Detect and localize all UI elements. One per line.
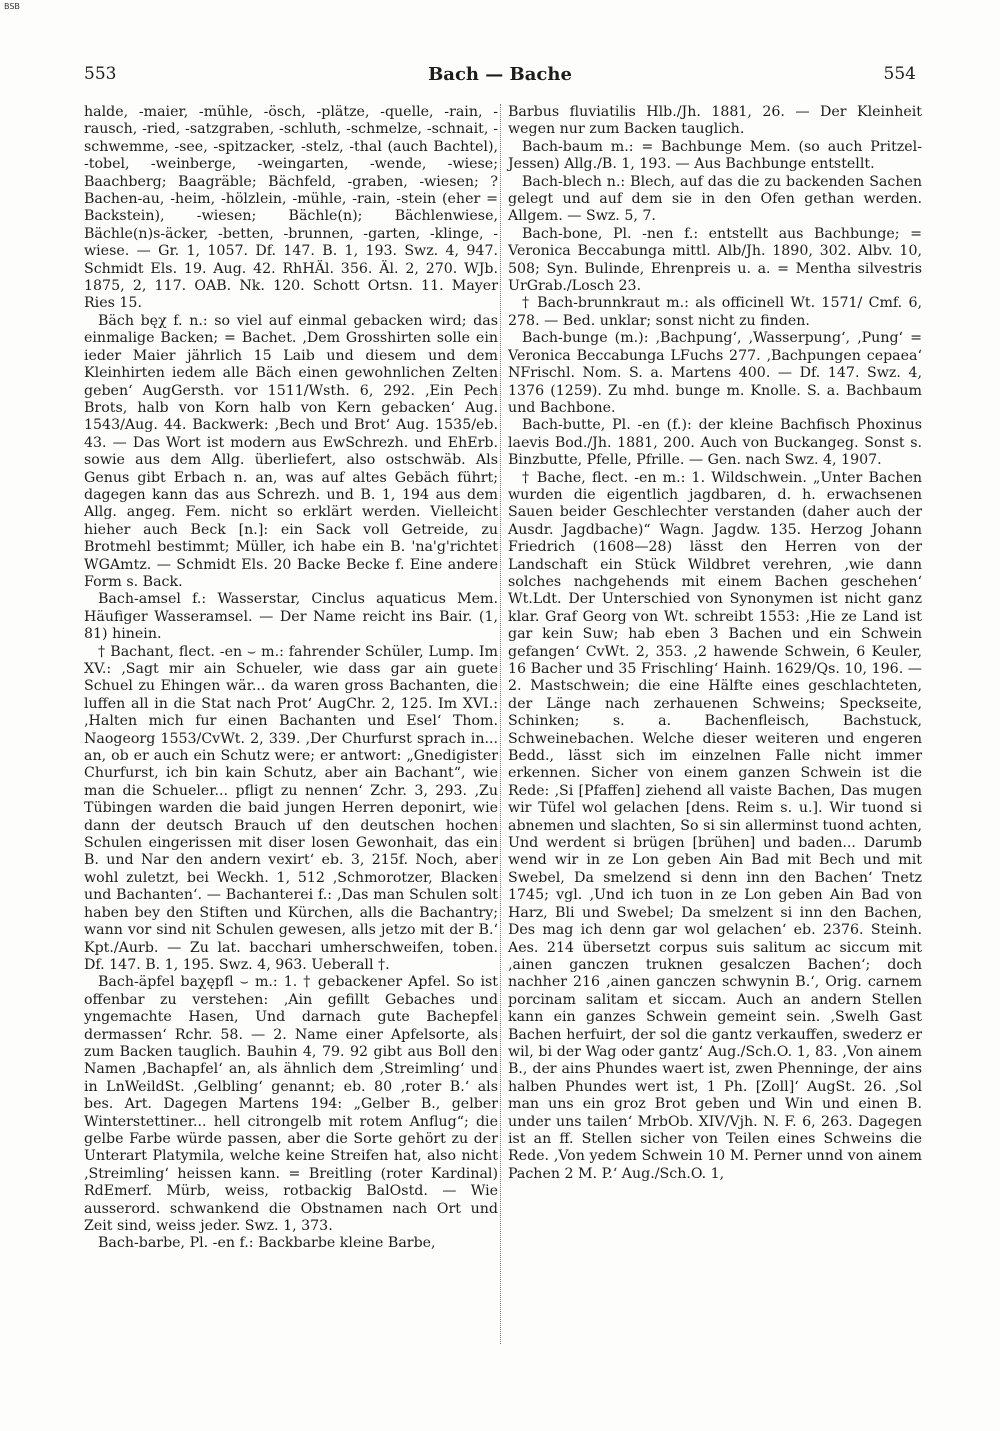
page-number-right: 554 [883,64,916,84]
entry-paragraph: Bach-bunge (m.): ‚Bachpung‘, ‚Wasserpung‘, ‚Pung‘ = Veronica Beccabunga LFuchs 277. ‚Bachpungen cepaea‘ NFrischl. Nom. S. a. Martens 400. — Df. 147. Swz. 4, 1376 (1259). Zu mhd. bunge m. Knolle. S. a. Bachbaum und Bachbone. [508,330,922,416]
right-column [508,104,922,1183]
entry-paragraph: Bach-butte, Pl. -en (f.): der kleine Bachfisch Phoxinus laevis Bod./Jh. 1881, 200. Auch von Buckangeg. Sonst s. Binzbutte, Pfelle, Pfrille. — Gen. nach Swz. 4, 1907. [508,417,922,469]
entry-paragraph: Bach-blech n.: Blech, auf das die zu backenden Sachen gelegt und auf dem sie in den Ofen gethan werden. Allgem. — Swz. 5, 7. [508,173,922,225]
entry-paragraph: † Bach-brunnkraut m.: als officinell Wt. 1571/ Cmf. 6, 278. — Bed. unklar; sonst nicht zu finden. [508,295,922,329]
entry-paragraph: Bäch bęχ f. n.: so viel auf einmal gebacken wird; das einmalige Backen; = Bachet. ‚Dem Grosshirten solle ein ieder Maier jährlich 15 Laib und diesem und dem Kleinhirten iedem alle Bäch einen gewohnlichen Zelten geben‘ AugGersth. vor 1511/Wsth. 6, 292. ‚Ein Pech Brots, halb von Korn halb von Kern gebacken‘ Aug. 1543/Aug. 44. Backwerk: ‚Bech und Brot‘ Aug. 1535/eb. 43. — Das Wort ist modern aus EwSchrezh. und EhErb. sowie aus dem Allg. überliefert, also ostschwäb. Als Genus gibt Erbach n. an, was auf altes Gebäch führt; dagegen kann das aus Schrezh. und B. 1, 194 aus dem Allg. angeg. Fem. nicht so erklärt werden. Vielleicht hieher auch Beck [n.]: ein Sack voll Getreide, zu Brotmehl bestimmt; Müller, ich habe ein B. 'na'g'richtet WGAmtz. — Schmidt Els. 20 Backe Becke f. Eine andere Form s. Back. [84,312,498,590]
entry-paragraph: halde, -maier, -mühle, -ösch, -plätze, -quelle, -rain, -rausch, -ried, -satzgraben, -schluth, -schmelze, -schnait, -schwemme, -see, -spitzacker, -stelz, -thal (auch Bachtel), -tobel, -weinberge, -weingarten, -wende, -wiese; Baachberg; Baagräble; Bächfeld, -graben, -wiesen; ?Bachen-au, -heim, -hölzlein, -mühle, -rain, -stein (eher = Backstein), -wiesen; Bächle(n); Bächlenwiese, Bächle(n)s-äcker, -betten, -brunnen, -garten, -klinge, -wiese. — Gr. 1, 1057. Df. 147. B. 1, 193. Swz. 4, 947. Schmidt Els. 19. Aug. 42. RhHÄl. 356. Äl. 2, 270. WJb. 1875, 2, 117. OAB. Nk. 120. Schott Ortsn. 11. Mayer Ries 15. [84,104,498,312]
entry-paragraph: Bach-barbe, Pl. -en f.: Backbarbe kleine Barbe, [98,1235,436,1252]
library-stamp: BSB [4,2,20,11]
entry-paragraph: Bach-äpfel baχępfl ⌣ m.: 1. † gebackener Apfel. So ist offenbar zu verstehen: ‚Ain gefillt Gebaches und yngemachte Hasen, Und darnach gute Bachepfel dermassen‘ Rchr. 58. — 2. Name einer Apfelsorte, als zum Backen tauglich. Bauhin 4, 79. 92 gibt aus Boll den Namen ‚Bachapfel‘ an, als ähnlich dem ‚Streimling‘ und in LnWeildSt. ‚Gelbling‘ genannt; eb. 80 ‚roter B.‘ als bes. Art. Dagegen Martens 194: „Gelber B., gelber Winterstettiner... hell citrongelb mit rotem Anflug“; die gelbe Farbe würde passen, aber die Sorte gehört zu der Unterart Platymila, welche keine Streifen hat, also nicht ‚Streimling‘ heissen kann. = Breitling (roter Kardinal) RdEmerf. Mürb, weiss, rotbackig BalOstd. — Wie ausserord. schwankend die Obstnamen nach Ort und Zeit sind, weiss jeder. Swz. 1, 373. [84,974,498,1234]
page-number-left: 553 [84,64,117,84]
entry-paragraph: Bach-baum m.: = Bachbunge Mem. (so auch Pritzel-Jessen) Allg./B. 1, 193. — Aus Bachbunge entstellt. [508,138,922,173]
entry-paragraph: Bach-amsel f.: Wasserstar, Cinclus aquaticus Mem. Häufiger Wasseramsel. — Der Name reicht ins Bair. (1, 81) hinein. [84,591,498,643]
page-header [84,64,916,90]
left-column [84,104,498,1253]
entry-paragraph: Bach-bone, Pl. -nen f.: entstellt aus Bachbunge; = Veronica Beccabunga mittl. Alb/Jh. 1890, 302. Albv. 10, 508; Syn. Bulinde, Ehrenpreis u. a. = Mentha silvestris UrGrab./Losch 23. [508,225,922,295]
entry-paragraph: † Bache, flect. -en m.: 1. Wildschwein. „Unter Bachen wurden die eigentlich jagdbaren, d. h. erwachsenen Sauen beider Geschlechter verstanden (daher auch der Ausdr. Jagdbache)“ Wagn. Jagdw. 135. Herzog Johann Friedrich (1608—28) lässt den Herren von der Landschaft ein Stück Wildbret verehren, ‚wie dann solches nachgehends mit einem Bachen geschehen‘ Wt.Ldt. Der Unterschied von Synonymen ist nicht ganz klar. Graf Georg von Wt. schreibt 1553: ‚Hie ze Land ist gar kein Suw; hab eben 3 Bachen und ein Schwein gefangen‘ CvWt. 2, 353. ‚2 hawende Schwein, 6 Keuler, 16 Bacher und 35 Frischling‘ Hainh. 1629/Qs. 10, 196. — 2. Mastschwein; die eine Hälfte eines geschlachteten, der Länge nach zerhauenen Schweins; Speckseite, Schinken; s. a. Bachenfleisch, Bachstuck, Schweinebachen. Welche dieser weiteren und engeren Bedd., lässt sich im einzelnen Falle nicht immer erkennen. Sicher von einem ganzen Schwein ist die Rede: ‚Si [Pfaffen] ziehend all vaiste Bachen, Das mugen wir Tüfel wol gelachen [dens. Reim s. u.]. Wir tuond si abnemen und slachten, So si sin allerminst tuond achten, Und werdent si brügen [brühen] und baden... Darumb wend wir in ze Lon geben Ain Bad mit Bech und mit Swebel, Da smelzend si denn inn den Bachen‘ Tnetz 1745; vgl. ‚Und ich tuon in ze Lon geben Ain Bad von Harz, Bli und Swebel; Da smelzent si inn den Bachen, Des mag ich denn gar wol gelachen‘ eb. 2376. Steinh. Aes. 214 übersetzt corpus suis salitum ac siccum mit ‚ainen ganczen truknen gesalczen Bachen‘; doch nachher 216 ‚ainen ganczen schwynin B.‘, Orig. carnem porcinam salitam et siccam. Auch an andern Stellen kann ein ganzes Schwein gemeint sein. ‚Swelh Gast Bachen herfuirt, der sol die gantz verkauffen, swederz er wil, bi der Wag oder gantz‘ Aug./Sch.O. 1, 83. ‚Von ainem B., der ains Phundes waert ist, zwen Phenninge, der ains halben Phundes wert ist, 1 Ph. [Zoll]‘ AugSt. 26. ‚Sol man uns ein groz Brot geben und Win und einen B. under uns tailen‘ MrbOb. XIV/Vjh. N. F. 6, 263. Dagegen ist an ff. Stellen sicher von Teilen eines Schweins die Rede. ‚Von yedem Schwein 10 M. Perner unnd von ainem Pachen 2 M. P.‘ Aug./Sch.O. 1, [508,469,922,1182]
entry-paragraph: † Bachant, flect. -en ⌣ m.: fahrender Schüler, Lump. Im XV.: ‚Sagt mir ain Schueler, wie dass gar ain guete Schuel zu Ehingen wär... da waren gross Bachanten, die luffen all in die Stat nach Prot‘ AugChr. 2, 125. Im XVI.: ‚Halten mich fur einen Bachanten und Esel‘ Thom. Naogeorg 1553/CvWt. 2, 339. ‚Der Churfurst sprach in... an, ob er auch ein Schutz were; er antwort: „Gnedigister Churfurst, ich bin kain Schutz, aber ain Bachant“, wie man die Schueler... pfligt zu nennen‘ Zchr. 3, 293. ‚Zu Tübingen warden die baid jungen Herren deponirt, wie dann der deutsch Brauch uf den deutschen hochen Schulen eingerissen mit diser losen Gewonhait, das ein B. und Nar den andern vexirt‘ eb. 3, 215f. Noch, aber wohl zuletzt, bei Weckh. 1, 512 ‚Schmorotzer, Blacken und Bachanten‘. — Bachanterei f.: ‚Das man Schulen solt haben bey den Stiften und Kürchen, alls die Bachantry; wann vor sind nit Schulen gewesen, alls jetzo mit der B.‘ Kpt./Aurb. — Zu lat. bacchari umherschweifen, toben. Df. 147. B. 1, 195. Swz. 4, 963. Ueberall †. [84,643,498,973]
running-title: Bach — Bache [428,64,572,85]
entry-paragraph: Barbus fluviatilis Hlb./Jh. 1881, 26. — Der Kleinheit wegen nur zum Backen tauglich. [508,104,922,138]
column-divider [500,104,501,1344]
